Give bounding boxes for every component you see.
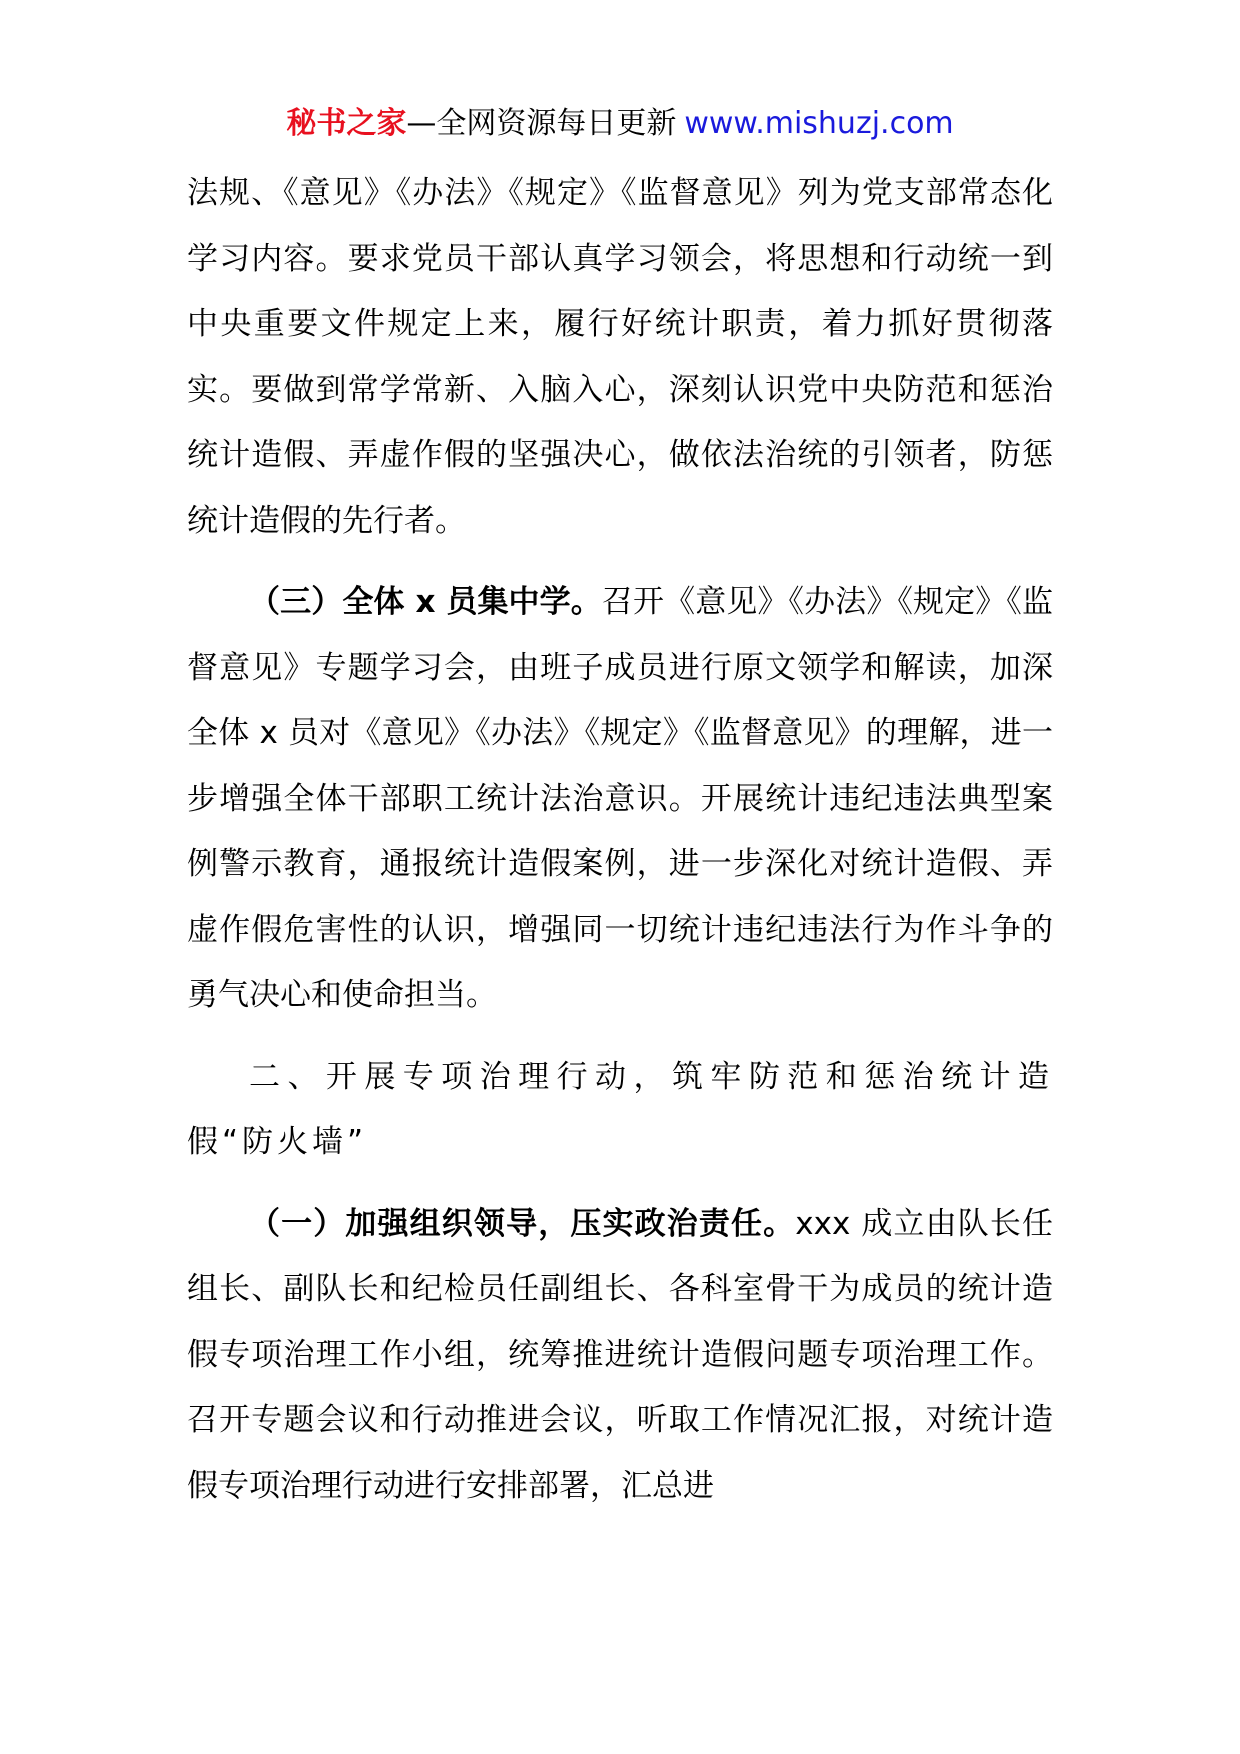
section-heading-text: 二、开展专项治理行动，筑牢防范和惩治统计造假“防火墙” [187,1058,1053,1160]
paragraph-study-section-3 [187,570,1053,1029]
paragraph-text: 召开《意见》《办法》《规定》《监督意见》专题学习会，由班子成员进行原文领学和解读，加深全体 x 员对《意见》《办法》《规定》《监督意见》的理解，进一步增强全体干部职工统计法治意识。开展统计违纪违法典型案例警示教育，通报统计造假案例，进一步深化对统计造假、弄虚作假危害性的认识，增强同一切统计违纪违法行为作斗争的勇气决心和使命担当。 [187,584,1053,1013]
site-name: 秘书之家 [286,106,407,141]
section-heading-2 [187,1045,1053,1176]
paragraph-leadership-section-1 [187,1192,1053,1520]
paragraph-lead: （一）加强组织领导，压实政治责任。 [249,1205,796,1242]
paragraph-continued [187,161,1053,554]
paragraph-text: 法规、《意见》《办法》《规定》《监督意见》列为党支部常态化学习内容。要求党员干部认真学习领会，将思想和行动统一到中央重要文件规定上来，履行好统计职责，着力抓好贯彻落实。要做到常学常新、入脑入心，深刻认识党中央防范和惩治统计造假、弄虚作假的坚强决心，做依法治统的引领者，防惩统计造假的先行者。 [187,175,1053,539]
document-body [187,161,1053,1519]
paragraph-lead: （三）全体 x 员集中学。 [249,584,602,620]
site-tagline: —全网资源每日更新 [406,106,677,141]
paragraph-text: xxx 成立由队长任组长、副队长和纪检员任副组长、各科室骨干为成员的统计造假专项治理工作小组，统筹推进统计造假问题专项治理工作。召开专题会议和行动推进会议，听取工作情况汇报，对统计造假专项治理行动进行安排部署，汇总进 [187,1205,1053,1504]
site-url-link[interactable]: www.mishuzj.com [684,106,954,141]
page-header [0,100,1240,148]
